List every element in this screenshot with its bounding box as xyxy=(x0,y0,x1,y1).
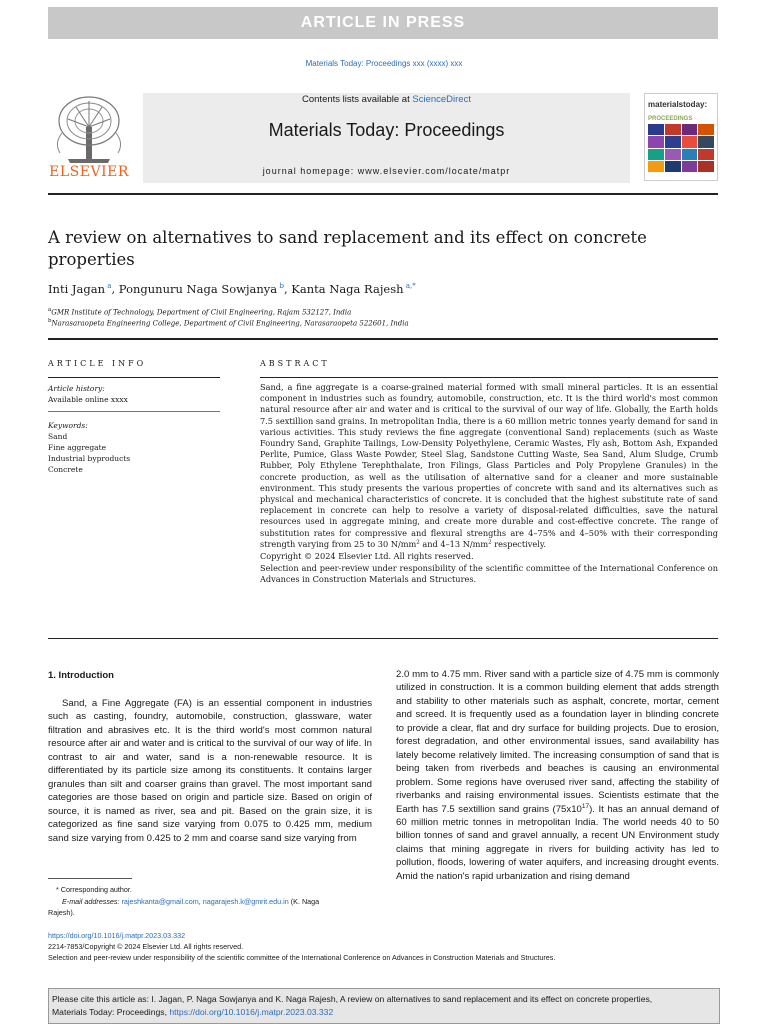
email-separator: , xyxy=(198,897,203,906)
abstract-heading: ABSTRACT xyxy=(260,359,330,368)
keywords-rule xyxy=(48,411,220,412)
citation-doi-link[interactable]: https://doi.org/10.1016/j.matpr.2023.03.332 xyxy=(169,1007,334,1017)
abstract-copyright: Copyright © 2024 Elsevier Ltd. All rights reserved. xyxy=(260,551,474,562)
intro-right-text-b: ). It has an annual demand of 60 million metric tonnes in metropolitan India. The world needs 40 to 50 billion tonnes of sand and gravel annually, a recent UN Environment study claims that mining aggregate in rivers for building activity has led to pollution, floods, lowering of water aquifers, and increasing drought events. Amid the nation's rapid urbanization and rising demand xyxy=(396,803,719,882)
author-1[interactable]: Inti Jagan xyxy=(48,282,105,296)
affiliation-b xyxy=(48,318,718,327)
elsevier-wordmark: ELSEVIER xyxy=(49,164,129,180)
email-link-2[interactable]: nagarajesh.k@gmrit.edu.in xyxy=(202,897,289,906)
cover-image-grid xyxy=(648,124,714,172)
header-divider xyxy=(48,338,718,340)
article-info-rule xyxy=(48,377,220,378)
contents-prefix: Contents lists available at xyxy=(302,94,410,105)
article-info-heading: ARTICLE INFO xyxy=(48,359,147,368)
author-2-affil[interactable]: b xyxy=(279,282,284,291)
issn-copyright: 2214-7853/Copyright © 2024 Elsevier Ltd. All rights reserved. xyxy=(48,942,244,951)
email-owner-continued: Rajesh). xyxy=(48,908,75,917)
email-label: E-mail addresses: xyxy=(62,897,120,906)
author-1-affil[interactable]: a xyxy=(107,282,112,291)
intro-left-column: Sand, a Fine Aggregate (FA) is an essential component in industries such as casting, foundry, automobile, construction, glassware, water filtration and abrasives etc. It is the third world's most common natural resource after air and water and is critical to the survival of our way of life. In contrast to air and water, sand is a non-renewable resource. It is differentiated by its particle size among its constituents. It contains larger granules than silt and coarser grains than gravel. The most important sand categories are those based on origin and particle size. Based on origin of source, it is named as river, sea and pit. Based on the grain size, it is categorized as fine sand size varying from 0.075 to 0.425 mm, medium sand size varying from 0.425 to 2 mm and coarse sand size varying from xyxy=(48,698,372,844)
abstract-selection: Selection and peer-review under responsibility of the scientific committee of the International Conference on Advances in Construction Materials and Structures. xyxy=(260,563,718,585)
intro-right-column xyxy=(396,668,719,883)
article-history-value: Available online xxxx xyxy=(48,395,128,404)
abstract-body xyxy=(260,382,718,587)
journal-title: Materials Today: Proceedings xyxy=(268,120,505,140)
abstract-rule xyxy=(260,377,718,378)
keyword-item: Fine aggregate xyxy=(48,443,107,452)
affiliation-a xyxy=(48,307,718,316)
paper-title-line2: properties xyxy=(48,250,135,269)
journal-homepage[interactable]: journal homepage: www.elsevier.com/locate/matpr xyxy=(262,166,511,176)
article-in-press-banner: ARTICLE IN PRESS xyxy=(48,7,718,39)
affiliation-b-marker: b xyxy=(48,318,52,324)
article-history-label: Article history: xyxy=(48,384,105,393)
abstract-paragraph xyxy=(260,382,718,550)
author-3-affil[interactable]: a,* xyxy=(405,282,416,291)
introduction-heading: 1. Introduction xyxy=(48,670,114,681)
affiliation-a-marker: a xyxy=(48,307,52,313)
cover-subtitle: PROCEEDINGS xyxy=(648,116,693,122)
paper-title-line1: A review on alternatives to sand replacement and its effect on concrete xyxy=(48,228,647,247)
email-link-1[interactable]: rajeshkanta@gmail.com xyxy=(121,897,199,906)
abstract-text-c: respectively. xyxy=(491,538,547,549)
author-3[interactable]: Kanta Naga Rajesh xyxy=(291,282,404,296)
citation-text-line2 xyxy=(52,1006,716,1019)
affiliation-b-text: Narasaraopeta Engineering College, Department of Civil Engineering, Narasaraopeta 522601, India xyxy=(51,319,409,328)
sciencedirect-link[interactable]: ScienceDirect xyxy=(412,94,471,105)
corresponding-author-note: * Corresponding author. xyxy=(56,885,132,894)
intro-right-text-a: 2.0 mm to 4.75 mm. River sand with a particle size of 4.75 mm is commonly utilized in construction. It is a common building element that adds strength and stability to other materials such as asphalt, concrete, mortar, cement and screed. It is frequently used as a foundation layer in blinding concrete to provide a clear, flat and dry surface for building projects. Due to erosion, forest degradation, and other environmental issues, sand availability has lately become relatively limited. The increasing consumption of sand that is being taken from riverbeds and beaches is causing an environmental problem. Some regions have overused river sand, affecting the stability of riverbanks and raising environmental issues. Scientists estimate that the Earth has 7.5 sextillion sand grains (75x10 xyxy=(396,669,719,815)
author-2[interactable]: Pongunuru Naga Sowjanya xyxy=(118,282,278,296)
affiliation-a-text: GMR Institute of Technology, Department of Civil Engineering, Rajam 532127, India xyxy=(51,308,352,317)
abstract-sup-2: 2 xyxy=(488,539,492,546)
abstract-text-b: and 4–13 N/mm xyxy=(419,538,489,549)
author-list: Inti Jagan $^a$, Pongunuru Naga Sowjanya $^b$, Kanta Naga Rajesh $^{a,*}$ xyxy=(48,282,416,296)
citation-text-line1: Please cite this article as: I. Jagan, P. Naga Sowjanya and K. Naga Rajesh, A review on alternatives to sand replacement and its effect on concrete properties, xyxy=(52,994,653,1004)
citation-journal: Materials Today: Proceedings, xyxy=(52,1007,170,1017)
doi-link[interactable]: https://doi.org/10.1016/j.matpr.2023.03.332 xyxy=(48,931,186,940)
keyword-item: Concrete xyxy=(48,465,83,474)
citation-box xyxy=(48,988,720,1024)
paper-title xyxy=(48,227,718,271)
keywords-label: Keywords: xyxy=(48,421,88,430)
email-addresses xyxy=(62,896,374,907)
masthead-divider xyxy=(48,193,718,195)
journal-reference[interactable]: Materials Today: Proceedings xxx (xxxx) xxx xyxy=(305,59,463,68)
journal-cover-thumbnail[interactable] xyxy=(644,93,718,181)
contents-line xyxy=(143,94,630,105)
keyword-item: Industrial byproducts xyxy=(48,454,131,463)
abstract-text-a: Sand, a fine aggregate is a coarse-grained material formed with small mineral particles. It is an essential component in industries such as foundry, automobile, construction, etc. It is the third world's most common natural resource after air and water and is critical to the survival of our way of life. Globally, the Earth holds 7.5 sextillion sand grains. In metropolitan India, there is a 60 million metric tonnes yearly demand for sand in various activities. This study reviews the fine aggregate (conventional Sand) replacements (such as Waste Foundry Sand, Graphite Tailings, Low-Density Polyethylene, Ceramic Wastes, Fly ash, Bottom Ash, Expanded Perlite, Pumice, Glass Waste Powder, Steel Slag, Sandstone Cutting Waste, Sea Sand, Alum Sludge, Crumb Rubber, Poly Ethylene Terephthalate, Iron Filings, Glass Particles and Poly Propylene Granules) in the concrete production, as well as the utilisation of alternative sand for a cleaner and more sustainable environment. This study presents the various properties of concrete with sand and its alternatives such as physical and mechanical characteristics of concrete. it is concluded that the highest substitute rate of sand replacement in concrete can help to resolve a variety of disposal-related difficulties, save the natural resources used in aggregate mining, and create more durable and cost-effective concrete. The range of substitution rates for compressive and flexural strengths are 4–75% and 4–50% with their corresponding strength varying from 25 to 30 N/mm xyxy=(260,382,718,549)
email-owner: (K. Naga xyxy=(288,897,320,906)
keyword-item: Sand xyxy=(48,432,68,441)
footnote-rule xyxy=(48,878,132,879)
selection-note: Selection and peer-review under responsibility of the scientific committee of the International Conference on Advances in Construction Materials and Structures. xyxy=(48,953,556,962)
intro-right-sup: 17 xyxy=(581,802,590,810)
cover-brand: materialstoday: xyxy=(648,100,708,109)
abstract-sup-1: 2 xyxy=(416,539,420,546)
abstract-divider xyxy=(48,638,718,639)
